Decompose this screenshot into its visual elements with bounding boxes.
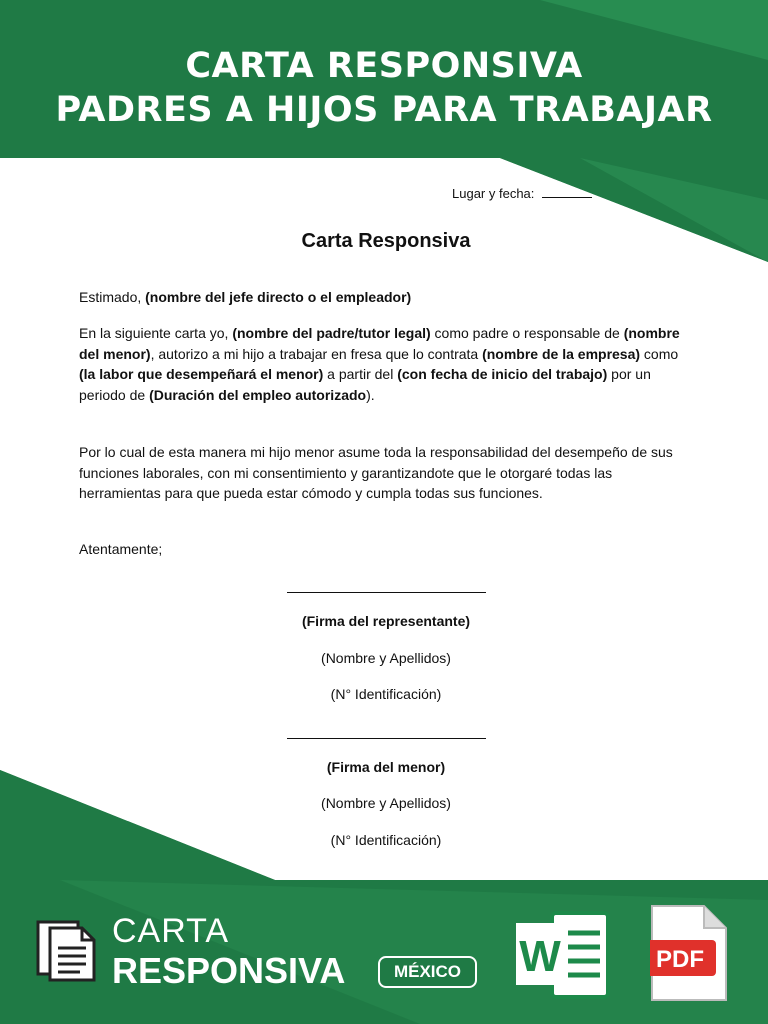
place-date-label: Lugar y fecha: bbox=[452, 186, 535, 201]
paragraph-responsibility: Por lo cual de esta manera mi hijo menor asume toda la responsabilidad del desempeño de sus funciones laborales, con mi consentimiento y garantizandote que le otorgaré todas las herramientas para que pueda estar cómodo y cumpla todas sus funciones. bbox=[79, 444, 673, 501]
paragraph-authorization bbox=[79, 323, 697, 405]
text: como padre o responsable de bbox=[430, 325, 624, 341]
place-date-field bbox=[452, 186, 592, 201]
placeholder-start-date: (con fecha de inicio del trabajo) bbox=[397, 366, 608, 382]
header-title-line2: PADRES A HIJOS PARA TRABAJAR bbox=[55, 90, 713, 130]
placeholder-duration: (Duración del empleo autorizado bbox=[149, 386, 367, 403]
closing: Atentamente; bbox=[79, 541, 163, 557]
placeholder-job-role: (la labor que desempeñará el menor) bbox=[79, 366, 324, 382]
signature-line-representative bbox=[287, 592, 486, 593]
signature-label-minor: (Firma del menor) bbox=[326, 759, 446, 775]
pdf-label: PDF bbox=[656, 946, 704, 973]
greeting-recipient: (nombre del jefe directo o el empleador) bbox=[145, 289, 412, 305]
representative-name: (Nombre y Apellidos) bbox=[321, 650, 451, 666]
logo-text-responsiva: RESPONSIVA bbox=[112, 950, 346, 991]
text: a partir del bbox=[323, 366, 398, 382]
placeholder-company-name: (nombre de la empresa) bbox=[482, 345, 641, 362]
minor-name: (Nombre y Apellidos) bbox=[321, 795, 451, 811]
greeting bbox=[79, 287, 697, 308]
placeholder-parent-name: (nombre del padre/tutor legal) bbox=[232, 325, 431, 341]
signature-line-minor bbox=[287, 738, 486, 739]
text: En la siguiente carta yo, bbox=[79, 325, 233, 341]
signature-label-representative: (Firma del representante) bbox=[301, 613, 471, 629]
word-icon bbox=[516, 909, 612, 1001]
text: por un periodo de bbox=[79, 366, 651, 403]
greeting-prefix: Estimado, bbox=[79, 289, 146, 305]
text: , autorizo a mi hijo a trabajar en fresa que lo contrata bbox=[150, 345, 483, 362]
place-date-blank bbox=[542, 197, 592, 198]
pdf-icon bbox=[650, 904, 728, 1002]
representative-id: (N° Identificación) bbox=[330, 686, 442, 702]
header-title-line1: CARTA RESPONSIVA bbox=[185, 46, 583, 86]
placeholder-minor-name: (nombre del menor) bbox=[79, 325, 680, 362]
text: como bbox=[640, 345, 679, 362]
logo-text-carta: CARTA bbox=[112, 912, 230, 950]
letter-title: Carta Responsiva bbox=[301, 230, 471, 252]
text: ). bbox=[366, 386, 375, 403]
minor-id: (N° Identificación) bbox=[330, 832, 442, 848]
logo-badge-mexico: MÉXICO bbox=[378, 956, 477, 988]
word-letter: W bbox=[519, 932, 561, 981]
document-icon bbox=[36, 916, 100, 984]
